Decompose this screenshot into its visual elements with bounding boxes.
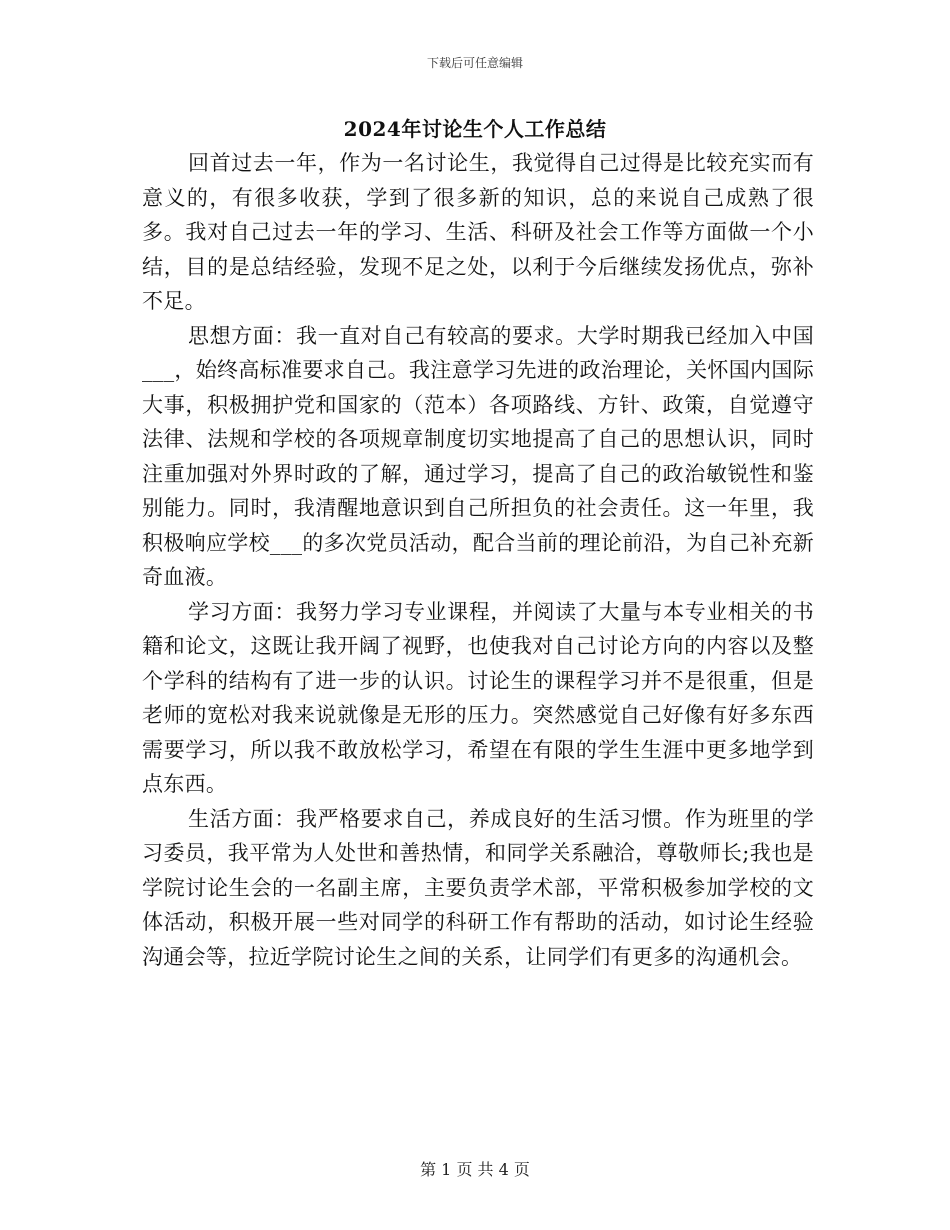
paragraph-study: 学习方面：我努力学习专业课程，并阅读了大量与本专业相关的书籍和论文，这既让我开阔了视野，也使我对自己讨论方向的内容以及整个学科的结构有了进一步的认识。讨论生的课程学习并不是很重，但是老师的宽松对我来说就像是无形的压力。突然感觉自己好像有好多东西需要学习，所以我不敢放松学习，希望在有限的学生生涯中更多地学到点东西。 bbox=[142, 599, 814, 796]
paragraph-ideology: 思想方面：我一直对自己有较高的要求。大学时期我已经加入中国___，始终高标准要求自己。我注意学习先进的政治理论，关怀国内国际大事，积极拥护党和国家的（范本）各项路线、方针、政策，自觉遵守法律、法规和学校的各项规章制度切实地提高了自己的思想认识，同时注重加强对外界时政的了解，通过学习，提高了自己的政治敏锐性和鉴别能力。同时，我清醒地意识到自己所担负的社会责任。这一年里，我积极响应学校___的多次党员活动，配合当前的理论前沿，为自己补充新奇血液。 bbox=[142, 323, 814, 589]
page-number: 第 1 页 共 4 页 bbox=[420, 1160, 530, 1179]
paragraph-intro: 回首过去一年，作为一名讨论生，我觉得自己过得是比较充实而有意义的，有很多收获，学到了很多新的知识，总的来说自己成熟了很多。我对自己过去一年的学习、生活、科研及社会工作等方面做一个小结，目的是总结经验，发现不足之处，以利于今后继续发扬优点，弥补不足。 bbox=[142, 151, 814, 313]
document-title: 2024年讨论生个人工作总结 bbox=[343, 117, 607, 141]
document-body bbox=[142, 146, 814, 974]
paragraph-life: 生活方面：我严格要求自己，养成良好的生活习惯。作为班里的学习委员，我平常为人处世和善热情，和同学关系融洽，尊敬师长;我也是学院讨论生会的一名副主席，主要负责学术部，平常积极参加学校的文体活动，积极开展一些对同学的科研工作有帮助的活动，如讨论生经验沟通会等，拉近学院讨论生之间的关系，让同学们有更多的沟通机会。 bbox=[142, 806, 814, 969]
header-note: 下载后可任意编辑 bbox=[426, 56, 523, 70]
